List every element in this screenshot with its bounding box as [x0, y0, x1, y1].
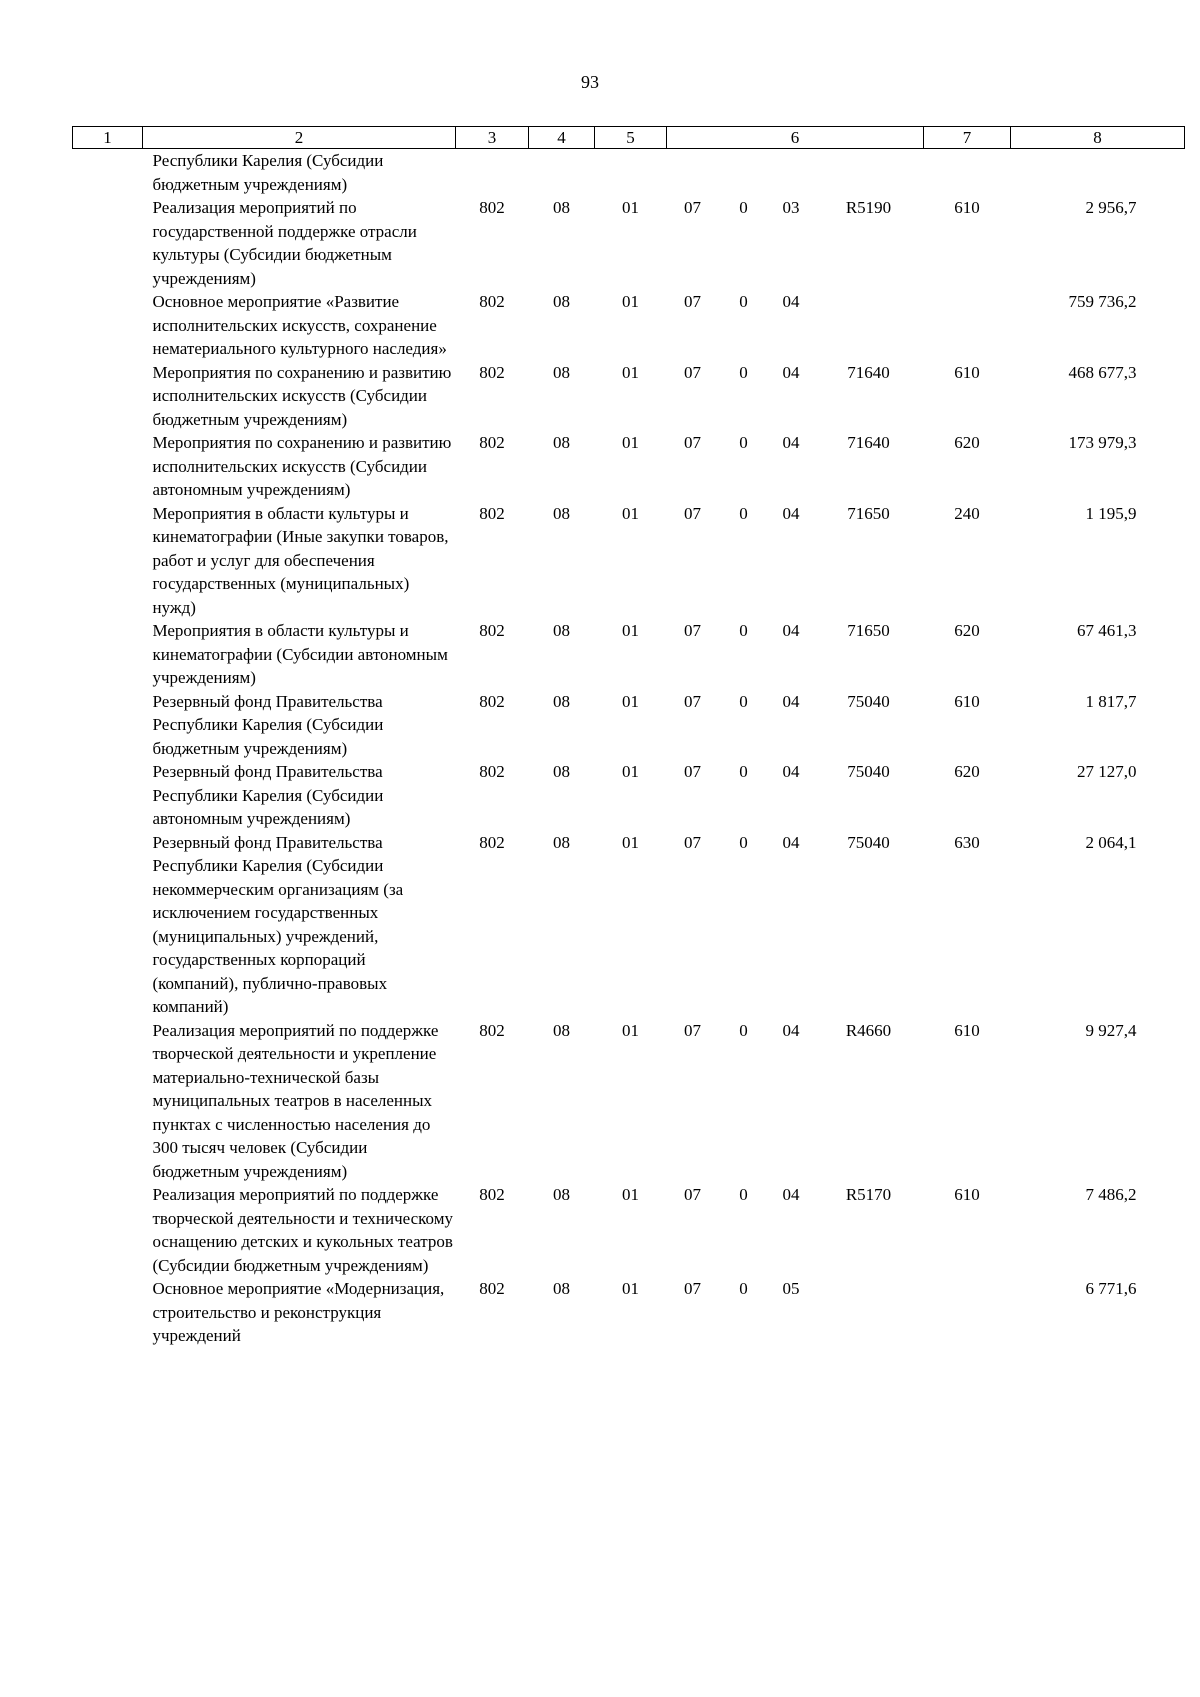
row-name: Мероприятия по сохранению и развитию исполнительских искусств (Субсидии бюджетным учреждениям)	[152, 362, 452, 429]
section-cell: 08	[553, 621, 570, 640]
col1-cell	[73, 431, 143, 502]
program-cell: 07	[684, 433, 701, 452]
amount-cell: 67 461,3	[1077, 621, 1137, 640]
activity-cell: 04	[782, 292, 800, 311]
row-name: Резервный фонд Правительства Республики Карелия (Субсидии бюджетным учреждениям)	[152, 691, 384, 758]
code-cell: 802	[479, 1279, 505, 1298]
subprogram-cell: 0	[739, 621, 748, 640]
section-cell: 08	[553, 691, 570, 711]
table-row	[73, 831, 1185, 1019]
program-cell: 07	[684, 503, 701, 523]
table-row	[73, 760, 1185, 831]
activity-cell: 04	[782, 691, 800, 711]
table-row	[73, 502, 1185, 620]
subsection-cell: 01	[622, 503, 639, 523]
code-cell: 802	[479, 362, 505, 382]
expense-type-cell: 620	[954, 762, 980, 781]
activity-cell: 04	[782, 1185, 800, 1204]
amount-cell: 2 064,1	[1085, 832, 1137, 852]
program-cell	[667, 149, 719, 197]
program-cell: 07	[684, 1185, 701, 1204]
subsection-cell: 01	[622, 691, 639, 711]
activity-cell: 04	[782, 1020, 800, 1040]
table-row	[73, 619, 1185, 690]
direction-cell: R5190	[845, 198, 892, 217]
section-cell: 08	[553, 198, 570, 217]
row-name: Резервный фонд Правительства Республики Карелия (Субсидии некоммерческим организациям (за исключением государственных (муниципальных) учреждений, государственных корпораций (компаний), публично-правовых компаний)	[152, 832, 404, 1016]
section-cell: 08	[553, 1185, 570, 1204]
subsection-cell: 01	[622, 1020, 639, 1040]
row-name: Мероприятия в области культуры и кинематографии (Субсидии автономным учреждениям)	[152, 621, 448, 687]
col1-cell	[73, 502, 143, 620]
section-cell: 08	[553, 832, 570, 852]
column-header-7: 7	[924, 127, 1011, 149]
subsection-cell: 01	[622, 362, 639, 382]
expense-type-cell: 610	[954, 691, 980, 711]
section-cell: 08	[553, 1020, 570, 1040]
direction-cell: 71640	[847, 362, 890, 382]
column-header-5: 5	[595, 127, 667, 149]
program-cell: 07	[684, 198, 701, 217]
budget-table	[72, 126, 1185, 1348]
code-cell: 802	[479, 503, 505, 523]
expense-type-cell: 630	[954, 832, 980, 852]
col1-cell	[73, 760, 143, 831]
row-name: Мероприятия в области культуры и кинематографии (Иные закупки товаров, работ и услуг для обеспечения государственных (муниципальных) нужд)	[152, 503, 449, 617]
table-row	[73, 1019, 1185, 1184]
program-cell: 07	[684, 621, 701, 640]
table-row	[73, 361, 1185, 432]
amount-cell	[1011, 149, 1185, 197]
expense-type-cell: 610	[954, 1185, 980, 1204]
activity-cell: 04	[782, 433, 800, 452]
direction-cell: R5170	[845, 1185, 892, 1204]
direction-cell: 75040	[847, 832, 890, 852]
subsection-cell: 01	[622, 832, 639, 852]
amount-cell: 7 486,2	[1085, 1185, 1137, 1204]
expense-type-cell: 610	[954, 362, 980, 382]
col1-cell	[73, 290, 143, 361]
row-name: Республики Карелия (Субсидии бюджетным учреждениям)	[152, 151, 384, 194]
program-cell: 07	[684, 832, 701, 852]
table-row	[73, 196, 1185, 290]
code-cell: 802	[479, 292, 505, 311]
subsection-cell: 01	[622, 1279, 639, 1298]
subsection-cell: 01	[622, 433, 639, 452]
activity-cell: 05	[782, 1279, 800, 1298]
col1-cell	[73, 619, 143, 690]
table-row	[73, 290, 1185, 361]
amount-cell: 9 927,4	[1085, 1020, 1137, 1040]
direction-cell	[814, 290, 924, 361]
amount-cell: 6 771,6	[1085, 1279, 1137, 1298]
col1-cell	[73, 1277, 143, 1348]
direction-cell	[814, 149, 924, 197]
section-cell: 08	[553, 362, 570, 382]
code-cell: 802	[479, 1185, 505, 1204]
column-header-8: 8	[1011, 127, 1185, 149]
col1-cell	[73, 1019, 143, 1184]
program-cell: 07	[684, 1020, 701, 1040]
code-cell	[456, 149, 529, 197]
direction-cell	[814, 1277, 924, 1348]
row-name: Реализация мероприятий по поддержке творческой деятельности и укрепление материально-технической базы муниципальных театров в населенных пунктах с численностью населения до 300 тысяч человек (Субсидии бюджетным учреждениям)	[152, 1020, 439, 1181]
column-header-3: 3	[456, 127, 529, 149]
activity-cell: 03	[782, 198, 800, 217]
table-row	[73, 1183, 1185, 1277]
subprogram-cell: 0	[739, 1185, 748, 1204]
subprogram-cell: 0	[739, 1020, 748, 1040]
section-cell: 08	[553, 433, 570, 452]
subprogram-cell: 0	[739, 433, 748, 452]
direction-cell: 71650	[847, 503, 890, 523]
amount-cell: 27 127,0	[1077, 762, 1137, 781]
subprogram-cell: 0	[739, 503, 748, 523]
subsection-cell	[595, 149, 667, 197]
activity-cell: 04	[782, 832, 800, 852]
program-cell: 07	[684, 691, 701, 711]
activity-cell: 04	[782, 621, 800, 640]
program-cell: 07	[684, 362, 701, 382]
col1-cell	[73, 149, 143, 197]
expense-type-cell	[924, 290, 1011, 361]
direction-cell: 71640	[847, 433, 890, 452]
program-cell: 07	[684, 762, 701, 781]
amount-cell: 2 956,7	[1085, 198, 1137, 217]
expense-type-cell: 610	[954, 198, 980, 217]
col1-cell	[73, 831, 143, 1019]
row-name: Основное мероприятие «Развитие исполнительских искусств, сохранение нематериального культурного наследия»	[152, 292, 447, 358]
program-cell: 07	[684, 292, 701, 311]
code-cell: 802	[479, 621, 505, 640]
code-cell: 802	[479, 1020, 505, 1040]
table-row	[73, 431, 1185, 502]
expense-type-cell: 620	[954, 621, 980, 640]
table-body	[73, 149, 1185, 1348]
section-cell: 08	[553, 503, 570, 523]
row-name: Реализация мероприятий по поддержке творческой деятельности и техническому оснащению детских и кукольных театров (Субсидии бюджетным учреждениям)	[152, 1185, 453, 1275]
subsection-cell: 01	[622, 292, 639, 311]
code-cell: 802	[479, 762, 505, 781]
column-header-4: 4	[529, 127, 595, 149]
expense-type-cell	[924, 1277, 1011, 1348]
subprogram-cell: 0	[739, 292, 748, 311]
program-cell: 07	[684, 1279, 701, 1298]
subprogram-cell: 0	[739, 832, 748, 852]
section-cell	[529, 149, 595, 197]
section-cell: 08	[553, 292, 570, 311]
code-cell: 802	[479, 198, 505, 217]
activity-cell	[769, 149, 814, 197]
code-cell: 802	[479, 433, 505, 452]
amount-cell: 173 979,3	[1068, 433, 1137, 452]
column-header-2: 2	[143, 127, 456, 149]
column-header-6: 6	[667, 127, 924, 149]
amount-cell: 759 736,2	[1068, 292, 1137, 311]
row-name: Основное мероприятие «Модернизация, строительство и реконструкция учреждений	[152, 1279, 445, 1345]
direction-cell: 71650	[847, 621, 890, 640]
subsection-cell: 01	[622, 762, 639, 781]
subprogram-cell: 0	[739, 362, 748, 382]
section-cell: 08	[553, 1279, 570, 1298]
col1-cell	[73, 690, 143, 761]
col1-cell	[73, 196, 143, 290]
subsection-cell: 01	[622, 621, 639, 640]
subprogram-cell: 0	[739, 691, 748, 711]
direction-cell: 75040	[847, 762, 890, 781]
table-row	[73, 149, 1185, 197]
amount-cell: 1 195,9	[1085, 503, 1137, 523]
code-cell: 802	[479, 832, 505, 852]
activity-cell: 04	[782, 503, 800, 523]
page-number: 93	[581, 72, 599, 92]
activity-cell: 04	[782, 362, 800, 382]
expense-type-cell	[924, 149, 1011, 197]
section-cell: 08	[553, 762, 570, 781]
direction-cell: R4660	[845, 1020, 892, 1040]
table-row	[73, 1277, 1185, 1348]
subsection-cell: 01	[622, 1185, 639, 1204]
col1-cell	[73, 361, 143, 432]
table-row	[73, 690, 1185, 761]
row-name: Мероприятия по сохранению и развитию исполнительских искусств (Субсидии автономным учреждениям)	[152, 433, 452, 499]
subprogram-cell	[719, 149, 769, 197]
subprogram-cell: 0	[739, 1279, 748, 1298]
column-header-1: 1	[73, 127, 143, 149]
subprogram-cell: 0	[739, 198, 748, 217]
col1-cell	[73, 1183, 143, 1277]
amount-cell: 1 817,7	[1085, 691, 1137, 711]
row-name: Реализация мероприятий по государственной поддержке отрасли культуры (Субсидии бюджетным учреждениям)	[152, 198, 417, 288]
activity-cell: 04	[782, 762, 800, 781]
amount-cell: 468 677,3	[1068, 362, 1137, 382]
expense-type-cell: 610	[954, 1020, 980, 1040]
code-cell: 802	[479, 691, 505, 711]
direction-cell: 75040	[847, 691, 890, 711]
row-name: Резервный фонд Правительства Республики Карелия (Субсидии автономным учреждениям)	[152, 762, 384, 828]
expense-type-cell: 240	[954, 503, 980, 523]
expense-type-cell: 620	[954, 433, 980, 452]
table-header-row	[73, 127, 1185, 149]
subprogram-cell: 0	[739, 762, 748, 781]
subsection-cell: 01	[622, 198, 639, 217]
